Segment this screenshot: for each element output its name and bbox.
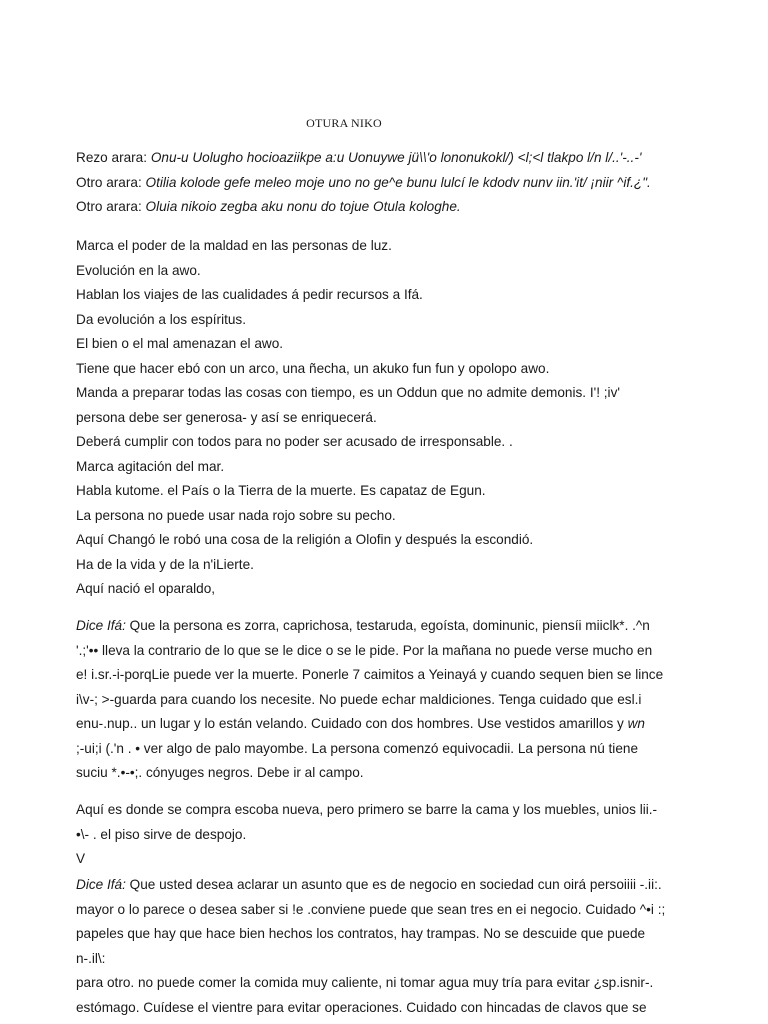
paragraph-line: ;-ui;i (.'n . • ver algo de palo mayombe. La persona comenzó equivocadii. La persona nú tiene <box>76 740 639 756</box>
paragraph-line: suciu *.•-•;. cónyuges negros. Debe ir al campo. <box>76 765 364 780</box>
list-item: Tiene que hacer ebó con un arco, una ñecha, un akuko fun fun y opolopo awo. <box>76 360 550 376</box>
list-item: Aquí nació el oparaldo, <box>76 581 216 596</box>
paragraph-line: •\- . el piso sirve de despojo. <box>76 826 247 842</box>
rezo-text: Oluia nikoio zegba aku nonu do tojue Otula kologhe. <box>145 199 461 214</box>
list-item: Manda a preparar todas las cosas con tiempo, es un Oddun que no admite demonis. I'! ;iv' <box>76 385 620 400</box>
rezo-line <box>76 195 701 220</box>
dice-ifa-paragraph-1 <box>76 614 701 786</box>
paragraph-line: i\v-; >-guarda para cuando los necesite. No puede echar maldiciones. Tenga cuidado que esl.i <box>76 691 642 707</box>
dice-ifa-paragraph-2 <box>76 873 701 1020</box>
rezo-section <box>76 146 701 220</box>
paragraph-line: papeles que hay que hace bien hechos los contratos, hay trampas. No se descuide que puede <box>76 926 646 941</box>
dice-ifa-label: Dice Ifá: <box>76 618 126 633</box>
paragraph-line: n-.il\: <box>76 950 106 966</box>
list-item: Marca agitación del mar. <box>76 458 225 474</box>
list-item: La persona no puede usar nada rojo sobre su pecho. <box>76 507 396 523</box>
list-item: persona debe ser generosa- y así se enriquecerá. <box>76 409 377 425</box>
paragraph-text: enu-.nup.. un lugar y lo están velando. Cuidado con dos hombres. Use vestidos amarillos y <box>76 716 628 731</box>
paragraph-text: Que usted desea aclarar un asunto que es de negocio en sociedad cun oirá persoiiii -.ii:. <box>125 877 662 892</box>
list-item: Ha de la vida y de la n'iLierte. <box>76 556 254 572</box>
document-title: OTURA NIKO <box>306 116 382 130</box>
rezo-text: Onu-u Uolugho hocioaziikpe a:u Uonuywe jü\\'o lononukokl/) <l;<l tlakpo l/n l/..'-..-' <box>150 150 642 165</box>
paragraph-line: V <box>76 851 86 866</box>
paragraph-line: para otro. no puede comer la comida muy caliente, ni tomar agua muy tría para evitar ¿sp.isnir-. <box>76 975 654 990</box>
list-item: Aquí Changó le robó una cosa de la religión a Olofin y después la escondió. <box>76 532 534 547</box>
list-item: Marca el poder de la maldad en las personas de luz. <box>76 238 392 253</box>
list-item: Evolución en la awo. <box>76 262 201 278</box>
rezo-text: Otilia kolode gefe meleo moje uno no ge^e bunu lulcí le kdodv nunv iin.'it/ ¡niir ^if.¿". <box>145 174 651 190</box>
list-item: El bien o el mal amenazan el awo. <box>76 336 284 351</box>
paragraph-italic-text: wn <box>627 716 645 731</box>
rezo-label: Otro arara: <box>76 174 146 190</box>
list-item: Deberá cumplir con todos para no poder ser acusado de irresponsable. . <box>76 434 513 449</box>
rezo-label: Rezo arara: <box>76 150 151 165</box>
paragraph-line: '.;'•• lleva la contrario de lo que se le dice o se le pide. Por la mañana no puede verse mucho en <box>76 642 653 658</box>
paragraph-line <box>76 873 701 898</box>
paragraph-line: estómago. Cuídese el vientre para evitar operaciones. Cuidado con hincadas de clavos que se <box>76 999 647 1015</box>
dice-ifa-label: Dice Ifá: <box>76 877 126 892</box>
list-item: Da evolución a los espíritus. <box>76 311 247 327</box>
rezo-label: Otro arara: <box>76 199 146 214</box>
paragraph-line <box>76 712 701 737</box>
paragraph-line: Aquí es donde se compra escoba nueva, pero primero se barre la cama y los muebles, unios lii.- <box>76 802 658 817</box>
rezo-line <box>76 171 701 196</box>
paragraph-text: Que la persona es zorra, caprichosa, testaruda, egoísta, dominunic, piensíi miiclk*. .^n <box>125 618 650 633</box>
list-item: Habla kutome. el País o la Tierra de la muerte. Es capataz de Egun. <box>76 483 486 498</box>
paragraph-line <box>76 614 701 639</box>
marca-list <box>76 234 701 602</box>
paragraph-line: e! i.sr.-i-porqLie puede ver la muerte. Ponerle 7 caimitos a Yeinayá y cuando sequen bien se lince <box>76 667 664 682</box>
list-item: Hablan los viajes de las cualidades á pedir recursos a Ifá. <box>76 287 423 302</box>
aqui-paragraph <box>76 798 701 872</box>
rezo-line <box>76 146 701 171</box>
paragraph-line: mayor o lo parece o desea saber si !e .conviene puede que sean tres en ei negocio. Cuidado ^•i :; <box>76 901 666 917</box>
